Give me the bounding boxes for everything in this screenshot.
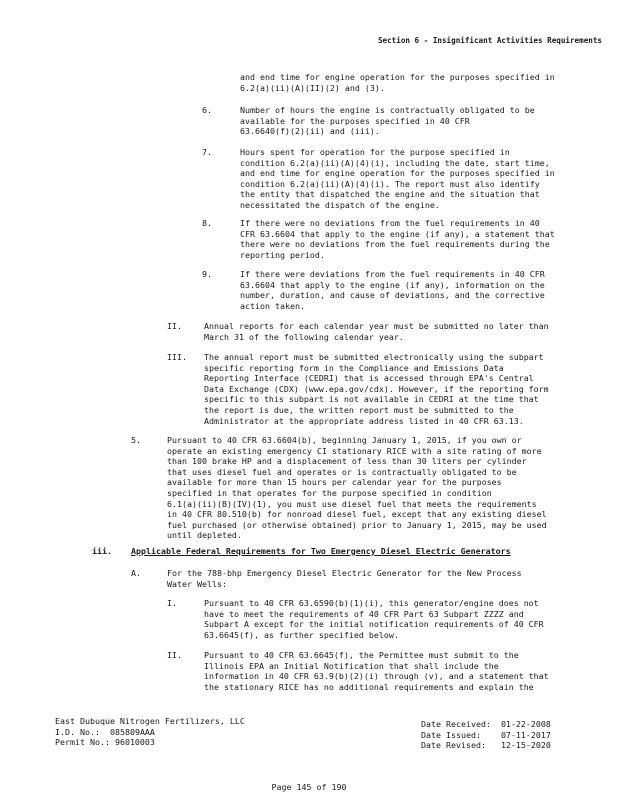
text-line: and end time for engine operation for the purposes specified in — [240, 72, 555, 82]
item-marker: 6. — [202, 105, 212, 115]
item-text — [204, 352, 602, 426]
text-line: Hours spent for operation for the purpose specified in — [240, 147, 510, 157]
id-label: I.D. No.: — [55, 726, 100, 737]
item-marker: 7. — [202, 147, 212, 157]
text-line: Pursuant to 40 CFR 63.6645(f), the Permittee must submit to the — [204, 650, 519, 660]
text-line: March 31 of the following calendar year. — [204, 331, 404, 342]
text-line: If there were deviations from the fuel requirements in 40 CFR — [240, 269, 545, 279]
text-line: number, duration, and cause of deviations, and the corrective — [240, 290, 545, 301]
text-line: 6.1(a)(ii)(B)(IV)(1), you must use diesel fuel that meets the requirements — [167, 498, 537, 509]
text-line: reporting period. — [240, 249, 325, 260]
date-revised-row — [421, 740, 551, 751]
section-header: Section 6 - Insignificant Activities Requirements — [377, 36, 602, 45]
text-line: condition 6.2(a)(ii)(A)(4)(i). The report must also identify — [240, 178, 540, 189]
text-line: Pursuant to 40 CFR 63.6604(b), beginning January 1, 2015, if you own or — [167, 435, 522, 445]
text-line: than 100 brake HP and a displacement of less than 30 liters per cylinder — [167, 456, 527, 467]
text-line: Pursuant to 40 CFR 63.6590(b)(1)(i), this generator/engine does not — [204, 598, 539, 608]
id-value: 085809AAA — [109, 726, 155, 737]
date-issued-label: Date Issued: — [421, 729, 481, 740]
text-line: Number of hours the engine is contractually obligated to be — [240, 105, 535, 115]
item-text — [204, 650, 602, 692]
text-line: Illinois EPA an Initial Notification that shall include the — [204, 660, 499, 671]
text-line: 63.6640(f)(2)(ii) and (iii). — [240, 126, 380, 137]
item-text — [204, 321, 602, 342]
text-line: operate an existing emergency CI stationary RICE with a site rating of more — [167, 445, 542, 456]
id-number-row — [55, 727, 245, 738]
item-marker: 5. — [131, 435, 141, 445]
text-line: condition 6.2(a)(ii)(A)(4)(i), including the date, start time, — [240, 157, 550, 168]
text-line: fuel purchased (or otherwise obtained) prior to January 1, 2015, may be used — [167, 519, 547, 530]
text-line: and end time for engine operation for the purposes specified in — [240, 168, 555, 179]
date-received-value: 01-22-2008 — [500, 719, 551, 729]
text-line: Water Wells: — [167, 578, 227, 589]
text-line: action taken. — [240, 300, 305, 311]
permit-number-row — [55, 737, 245, 748]
item-text — [204, 598, 602, 640]
item-marker: II. — [167, 650, 182, 660]
text-line: specific reporting form in the Compliance and Emissions Data — [204, 362, 504, 373]
item-text — [167, 435, 604, 541]
permit-value: 96010003 — [114, 737, 155, 748]
company-name: East Dubuque Nitrogen Fertilizers, LLC — [55, 716, 245, 726]
footer-facility-info — [55, 716, 245, 748]
item-text — [240, 105, 602, 137]
text-line: information in 40 CFR 63.9(b)(2)(i) through (v), and a statement that — [204, 671, 549, 682]
text-line: Subpart A except for the initial notification requirements of 40 CFR — [204, 619, 544, 630]
text-line: Annual reports for each calendar year must be submitted no later than — [204, 321, 549, 331]
text-line: Administrator at the appropriate address listed in 40 CFR 63.13. — [204, 415, 524, 426]
item-text — [240, 218, 602, 260]
permit-label: Permit No.: — [55, 737, 110, 748]
text-line: the stationary RICE has no additional requirements and explain the — [204, 681, 534, 692]
date-issued-row — [421, 730, 551, 741]
text-line: there were no deviations from the fuel requirements during the — [240, 239, 550, 250]
heading-text: Applicable Federal Requirements for Two Emergency Diesel Electric Generators — [131, 546, 511, 556]
text-line: If there were no deviations from the fuel requirements in 40 — [240, 218, 540, 228]
text-line: 6.2(a)(ii)(A)(II)(2) and (3). — [240, 82, 385, 93]
text-line: For the 788-bhp Emergency Diesel Electric Generator for the New Process — [167, 568, 522, 578]
text-line: Reporting Interface (CEDRI) that is accessed through EPA's Central — [204, 373, 534, 384]
page-number: Page 145 of 190 — [271, 782, 347, 792]
text-line: 63.6604 that apply to the engine (if any), information on the — [240, 279, 545, 290]
date-received-row — [421, 719, 551, 730]
item-text — [167, 568, 604, 589]
heading-text-wrap — [131, 546, 604, 557]
text-line: the report is due, the written report must be submitted to the — [204, 404, 514, 415]
item-marker: 9. — [202, 269, 212, 279]
text-line: The annual report must be submitted electronically using the subpart — [204, 352, 544, 362]
item-marker: A. — [131, 568, 141, 578]
text-line: specified in that operates for the purpose specified in condition — [167, 487, 492, 498]
item-marker: I. — [167, 598, 177, 608]
date-received-label: Date Received: — [421, 719, 491, 729]
text-line: Data Exchange (CDX) (www.epa.gov/cdx). However, if the reporting form — [204, 383, 549, 394]
footer-dates — [421, 719, 551, 751]
item-text — [240, 72, 602, 93]
text-line: available for the purposes specified in 40 CFR — [240, 115, 470, 126]
text-line: the entity that dispatched the engine and the situation that — [240, 189, 540, 200]
text-line: until depleted. — [167, 530, 242, 541]
text-line: available for more than 15 hours per calendar year for the purposes — [167, 477, 502, 488]
item-marker: 8. — [202, 218, 212, 228]
text-line: necessitated the dispatch of the engine. — [240, 199, 440, 210]
item-text — [240, 147, 602, 211]
text-line: that uses diesel fuel and operates or is contractually obligated to be — [167, 466, 517, 477]
date-revised-label: Date Revised: — [421, 740, 486, 751]
date-revised-value: 12-15-2020 — [500, 740, 551, 751]
date-issued-value: 07-11-2017 — [500, 729, 551, 740]
item-text — [240, 269, 602, 311]
text-line: in 40 CFR 80.510(b) for nonroad diesel fuel, except that any existing diesel — [167, 509, 547, 520]
item-marker: III. — [167, 352, 187, 362]
item-marker: II. — [167, 321, 182, 331]
text-line: CFR 63.6604 that apply to the engine (if any), a statement that — [240, 228, 555, 239]
text-line: 63.6645(f), as further specified below. — [204, 629, 399, 640]
heading-marker: iii. — [92, 546, 112, 556]
text-line: have to meet the requirements of 40 CFR Part 63 Subpart ZZZZ and — [204, 608, 524, 619]
text-line: specific to this subpart is not available in CEDRI at the time that — [204, 394, 539, 405]
